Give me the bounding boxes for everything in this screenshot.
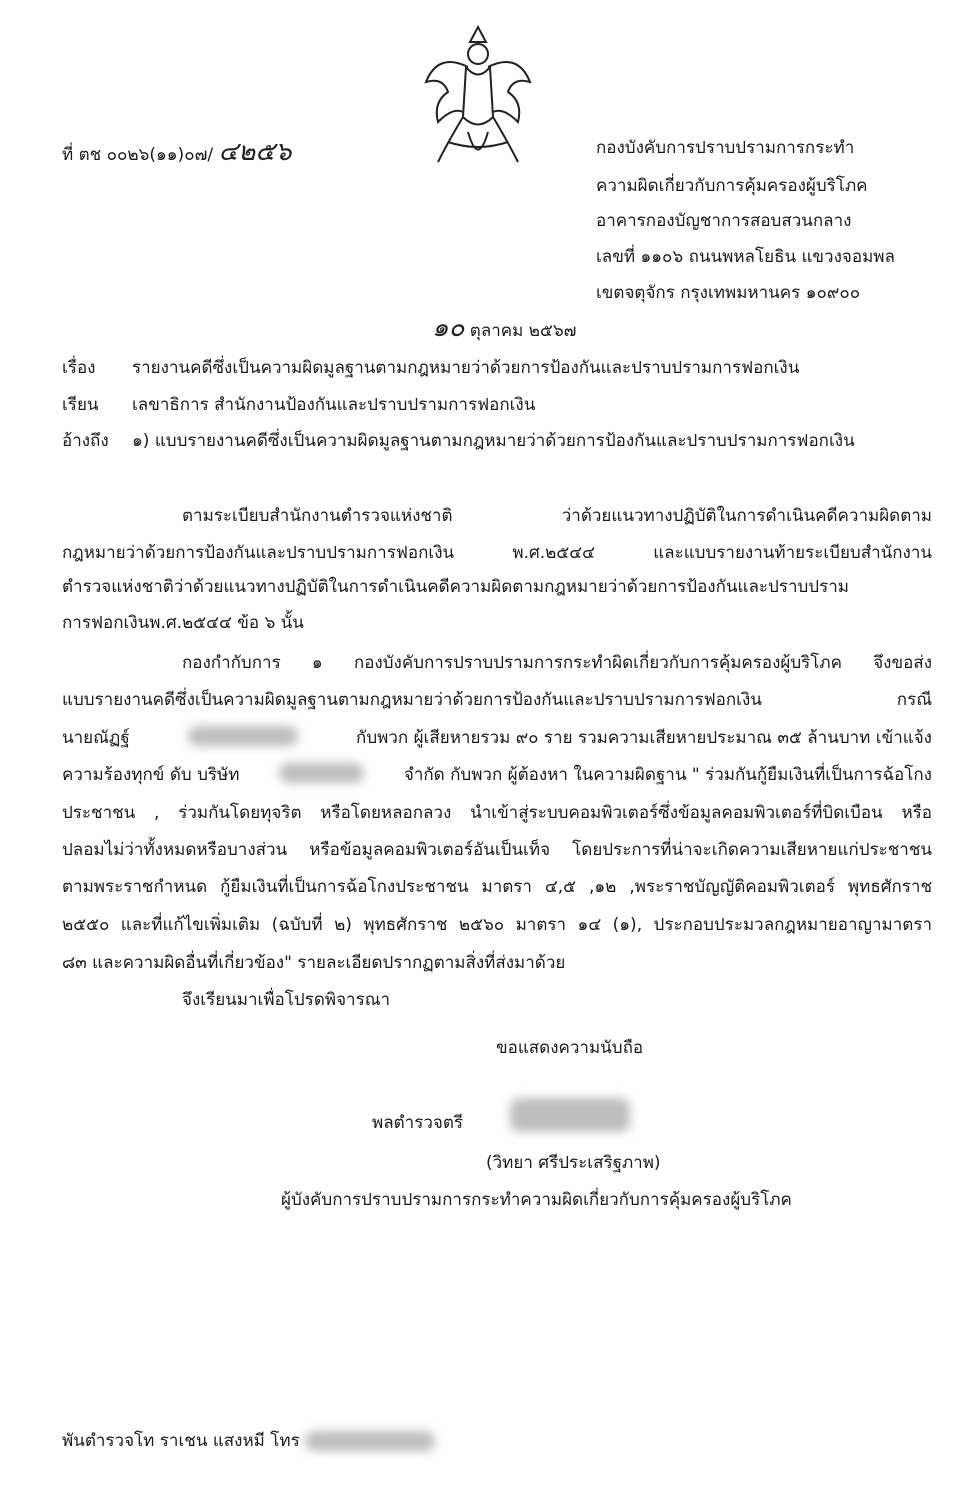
address-line: เลขที่ ๑๑๐๖ ถนนพหลโยธิน แขวงจอมพล — [596, 247, 895, 267]
body-text: กับพวก ผู้เสียหายรวม ๙๐ ราย รวมความเสียหายประมาณ ๓๕ ล้านบาท เข้าแจ้ง — [356, 728, 932, 748]
recipient-text: เลขาธิการ สำนักงานป้องกันและปราบปรามการฟอกเงิน — [132, 395, 536, 415]
garuda-emblem — [418, 22, 538, 172]
reference-text: ๑) แบบรายงานคดีซึ่งเป็นความผิดมูลฐานตามกฎหมายว่าด้วยการป้องกันและปราบปรามการฟอกเงิน — [132, 431, 855, 451]
person-title: นายณัฏฐ์ — [62, 728, 130, 748]
body-line: ประชาชน , ร่วมกันโดยทุจริต หรือโดยหลอกลวง นำเข้าสู่ระบบคอมพิวเตอร์ซึ่งข้อมูลคอมพิวเตอร์ที่บิดเบือน หรือ — [62, 803, 932, 823]
contact-text: พันตำรวจโท ราเชน แสงหมี โทร — [62, 1431, 300, 1451]
ref-number-text: ที่ ตช ๐๐๒๖(๑๑)๐๗/ — [62, 145, 214, 165]
body-line — [62, 763, 932, 787]
address-line: อาคารกองบัญชาการสอบสวนกลาง — [596, 211, 852, 231]
body-line: การฟอกเงินพ.ศ.๒๕๔๔ ข้อ ๖ นั้น — [62, 613, 304, 633]
document-date — [432, 313, 577, 343]
footer-contact — [62, 1429, 435, 1453]
handwritten-ref: ๔๒๕๖ — [218, 137, 292, 167]
address-line: เขตจตุจักร กรุงเทพมหานคร ๑๐๙๐๐ — [596, 283, 861, 303]
reference-row — [0, 429, 968, 453]
signer-name: (วิทยา ศรีประเสริฐภาพ) — [486, 1153, 661, 1173]
body-line: แบบรายงานคดีซึ่งเป็นความผิดมูลฐานตามกฎหมายว่าด้วยการป้องกันและปราบปรามการฟอกเงิน กรณี — [62, 690, 932, 710]
subject-label: เรื่อง — [62, 358, 96, 378]
regards: ขอแสดงความนับถือ — [496, 1038, 644, 1058]
body-line: ๘๓ และความผิดอื่นที่เกี่ยวข้อง" รายละเอียดปรากฏตามสิ่งที่ส่งมาด้วย — [62, 953, 566, 973]
reference-label: อ้างถึง — [62, 431, 109, 451]
redacted-signature — [510, 1098, 630, 1132]
body-line: ตามระเบียบสำนักงานตำรวจแห่งชาติ ว่าด้วยแนวทางปฏิบัติในการดำเนินคดีความผิดตาม — [182, 506, 932, 526]
signer-rank: พลตำรวจตรี — [372, 1113, 464, 1133]
date-month-year: ตุลาคม ๒๕๖๗ — [469, 321, 577, 341]
redacted-phone — [305, 1431, 435, 1451]
body-line: ตามพระราชกำหนด กู้ยืมเงินที่เป็นการฉ้อโกงประชาชน มาตรา ๔,๕ ,๑๒ ,พระราชบัญญัติคอมพิวเตอร์ พุทธศักราช — [62, 877, 932, 897]
body-text: ความร้องทุกข์ ดับ บริษัท — [62, 765, 240, 785]
address-line: ความผิดเกี่ยวกับการคุ้มครองผู้บริโภค — [596, 176, 868, 196]
subject-row — [0, 356, 968, 380]
recipient-row — [0, 393, 968, 417]
signer-position: ผู้บังคับการปราบปรามการกระทำความผิดเกี่ยวกับการคุ้มครองผู้บริโภค — [281, 1190, 792, 1210]
body-line: ๒๕๕๐ และที่แก้ไขเพิ่มเติม (ฉบับที่ ๒) พุทธศักราช ๒๕๖๐ มาตรา ๑๔ (๑), ประกอบประมวลกฎหมายอาญามาตรา — [62, 915, 932, 935]
reference-number — [62, 137, 292, 167]
body-line: กองกำกับการ ๑ กองบังคับการปราบปรามการกระทำผิดเกี่ยวกับการคุ้มครองผู้บริโภค จึงขอส่ง — [182, 653, 932, 673]
address-line: กองบังคับการปราบปรามการกระทำ — [596, 138, 855, 158]
body-line: ปลอมไม่ว่าทั้งหมดหรือบางส่วน หรือข้อมูลคอมพิวเตอร์อันเป็นเท็จ โดยประการที่น่าจะเกิดความเสียหายแก่ประชาชน — [62, 840, 932, 860]
recipient-label: เรียน — [62, 395, 99, 415]
subject-text: รายงานคดีซึ่งเป็นความผิดมูลฐานตามกฎหมายว่าด้วยการป้องกันและปราบปรามการฟอกเงิน — [132, 358, 800, 378]
date-day-handwritten: ๑๐ — [432, 313, 465, 343]
closing-line: จึงเรียนมาเพื่อโปรดพิจารณา — [182, 990, 391, 1010]
body-text: จำกัด กับพวก ผู้ต้องหา ในความผิดฐาน " ร่วมกันกู้ยืมเงินที่เป็นการฉ้อโกง — [403, 765, 932, 785]
body-line: กฎหมายว่าด้วยการป้องกันและปราบปรามการฟอกเงิน พ.ศ.๒๕๔๔ และแบบรายงานท้ายระเบียบสำนักงาน — [62, 543, 932, 563]
body-line: ตำรวจแห่งชาติว่าด้วยแนวทางปฏิบัติในการดำเนินคดีความผิดตามกฎหมายว่าด้วยการป้องกันและปราบปราม — [62, 577, 849, 597]
redacted-name — [188, 726, 298, 746]
body-line — [62, 726, 932, 750]
redacted-company — [279, 763, 364, 783]
